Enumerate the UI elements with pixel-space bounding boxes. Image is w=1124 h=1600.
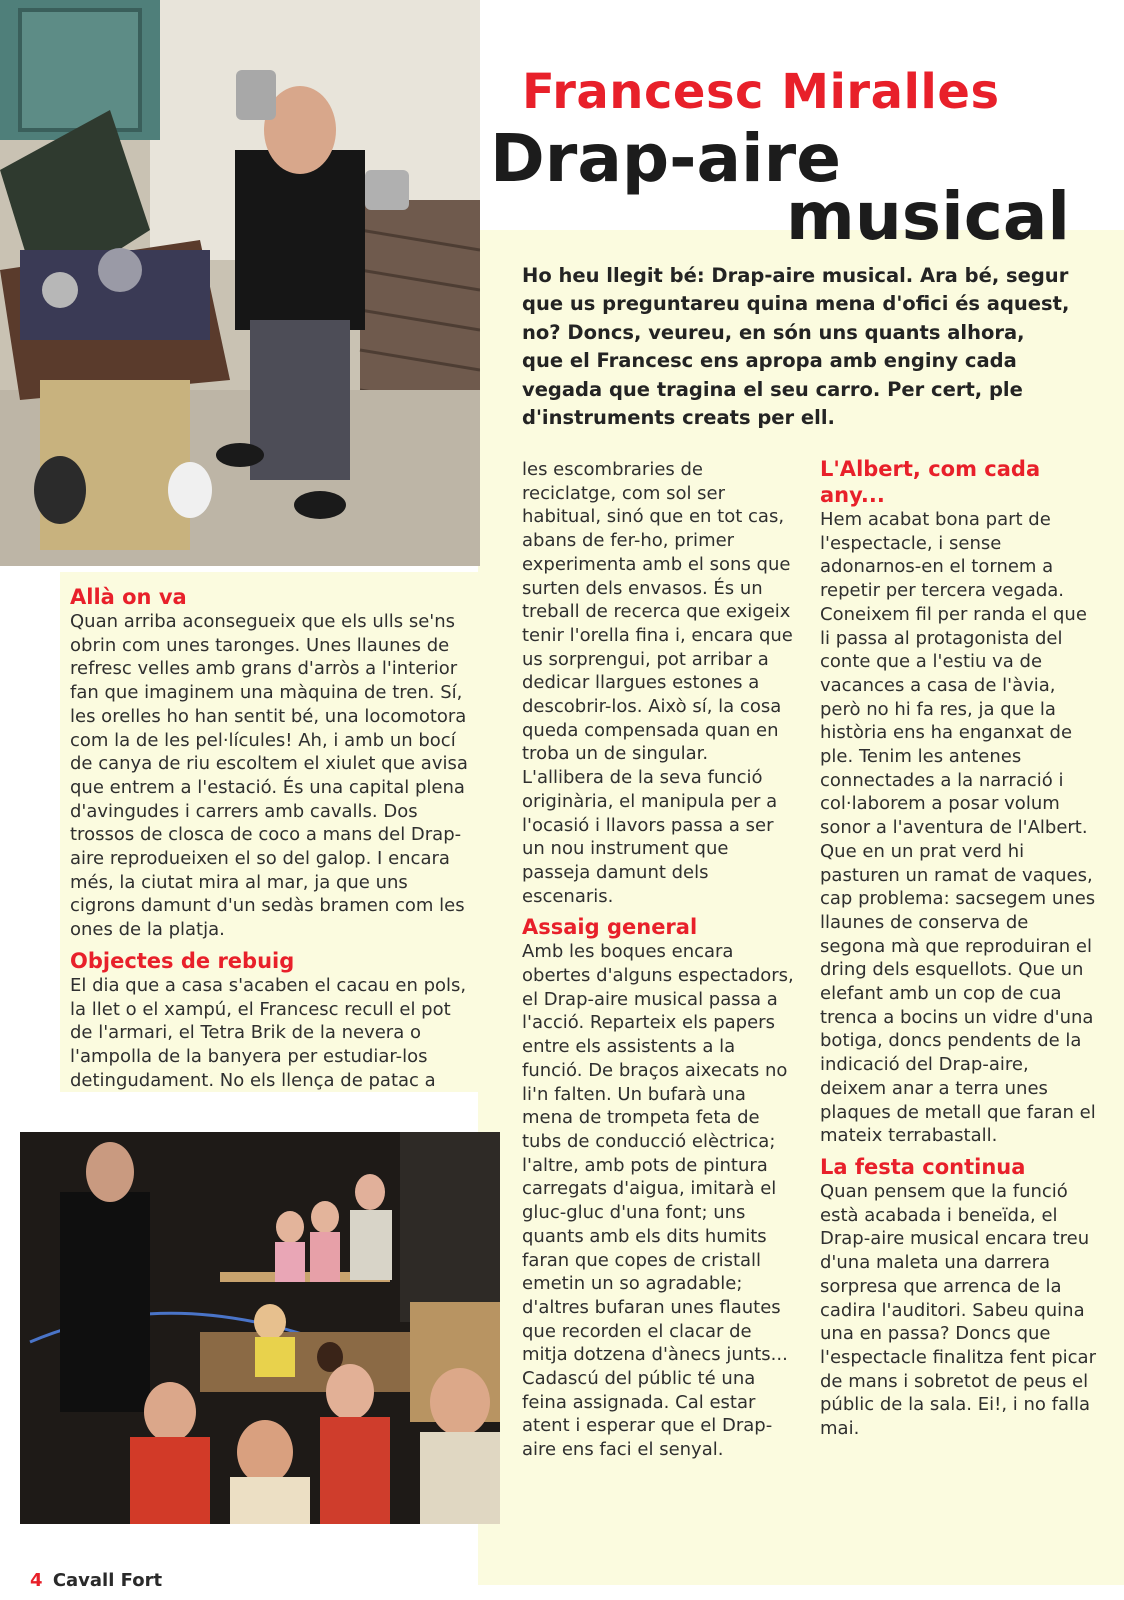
heading-la-festa-continua: La festa continua [820, 1154, 1026, 1179]
heading-assaig-general: Assaig general [522, 915, 698, 940]
column-middle [522, 458, 794, 1462]
title-line-1: Drap-aire [490, 120, 841, 197]
paragraph-albert: Hem acabat bona part de l'espectacle, i sense adonarnos-en el tornem a repetir per tercera vegada. Coneixem fil per randa el que li passa al protagonista del conte que a l'estiu va de vacances a casa de l'àvia, però no hi fa res, ja que la història ens ha enganxat de ple. Tenim les antenes connectades a la narració i col·laborem a posar volum sonor a l'aventura de l'Albert. Que en un prat verd hi pasturen un ramat de vaques, cap problema: sacsegem unes llaunes de conserva de segona mà que reproduiran el dring dels esquellots. Que un elefant amb un cop de cua trenca a bocins un vidre d'una botiga, doncs pendents de la indicació del Drap-aire, deixem anar a terra unes plaques de metall que faran el mateix terrabastall. [820, 509, 1096, 1147]
author-name: Francesc Miralles [522, 64, 1000, 120]
heading-objectes-de-rebuig: Objectes de rebuig [70, 948, 295, 973]
page-footer [30, 1570, 162, 1591]
paragraph-alla-on-va: Quan arriba aconsegueix que els ulls se'ns obrin com unes taronges. Unes llaunes de refresc velles amb grans d'arròs a l'interior fan que imaginem una màquina de tren. Sí, les orelles ho han sentit bé, una locomotora com la de les pel·lícules! Ah, i amb un bocí de canya de riu escoltem el xiulet que avisa que entrem a l'estació. És una capital plena d'avingudes i carrers amb cavalls. Dos trossos de closca de coco a mans del Drap-aire reprodueixen el so del galop. I encara més, la ciutat mira al mar, ja que uns cigrons damunt d'un sedàs bramen com les ones de la platja. [70, 611, 468, 941]
photo-performer-with-cans [0, 0, 480, 566]
paragraph-assaig-general: Amb les boques encara obertes d'alguns espectadors, el Drap-aire musical passa a l'acció. Reparteix els papers entre els assistents a la funció. De braços aixecats no li'n falten. Un bufarà una mena de trompeta feta de tubs de conducció elèctrica; l'altre, amb pots de pintura carregats d'aigua, imitarà el gluc-gluc d'una font; uns quants amb els dits humits faran que copes de cristall emetin un so agradable; d'altres bufaran unes flautes que recorden el clacar de mitja dotzena d'ànecs junts... Cadascú del públic té una feina assignada. Cal estar atent i esperar que el Drap-aire ens faci el senyal. [522, 941, 794, 1461]
page-number: 4 [30, 1570, 43, 1591]
article-title [490, 120, 1070, 255]
lead-paragraph: Ho heu llegit bé: Drap-aire musical. Ara bé, segur que us preguntareu quina mena d'ofici és aquest, no? Doncs, veureu, en són uns quants alhora, que el Francesc ens apropa amb enginy cada vegada que tragina el seu carro. Per cert, ple d'instruments creats per ell. [522, 264, 1070, 430]
heading-albert: L'Albert, com cada any... [820, 457, 1041, 507]
column-left [70, 584, 478, 1092]
title-line-2: musical [786, 178, 1070, 255]
paragraph-la-festa-continua: Quan pensem que la funció està acabada i beneïda, el Drap-aire musical encara treu d'una maleta una darrera sorpresa que arrenca de la cadira l'auditori. Sabeu quina una en passa? Doncs que l'espectacle finalitza fent picar de mans i sobretot de peus el públic de la sala. Ei!, i no falla mai. [820, 1180, 1096, 1440]
photo-performance-with-children [20, 1132, 500, 1524]
heading-alla-on-va: Allà on va [70, 585, 187, 609]
paragraph-objectes-part2: les escombraries de reciclatge, com sol ser habitual, sinó que en tot cas, abans de fer-ho, primer experimenta amb el sons que surten dels envasos. És un treball de recerca que exigeix tenir l'orella fina i, encara que us sorprengui, pot arribar a dedicar llargues estones a descobrir-los. Això sí, la cosa queda compensada quan en troba un de singular. L'allibera de la seva funció originària, el manipula per a l'ocasió i llavors passa a ser un nou instrument que passeja damunt dels escenaris. [522, 459, 793, 907]
magazine-name: Cavall Fort [52, 1570, 163, 1591]
paragraph-objectes-part1: El dia que a casa s'acaben el cacau en pols, la llet o el xampú, el Francesc recull el pot de l'armari, el Tetra Brik de la nevera o l'ampolla de la banyera per estudiar-los detingudament. No els llença de patac a [70, 974, 467, 1091]
column-right [820, 456, 1096, 1441]
